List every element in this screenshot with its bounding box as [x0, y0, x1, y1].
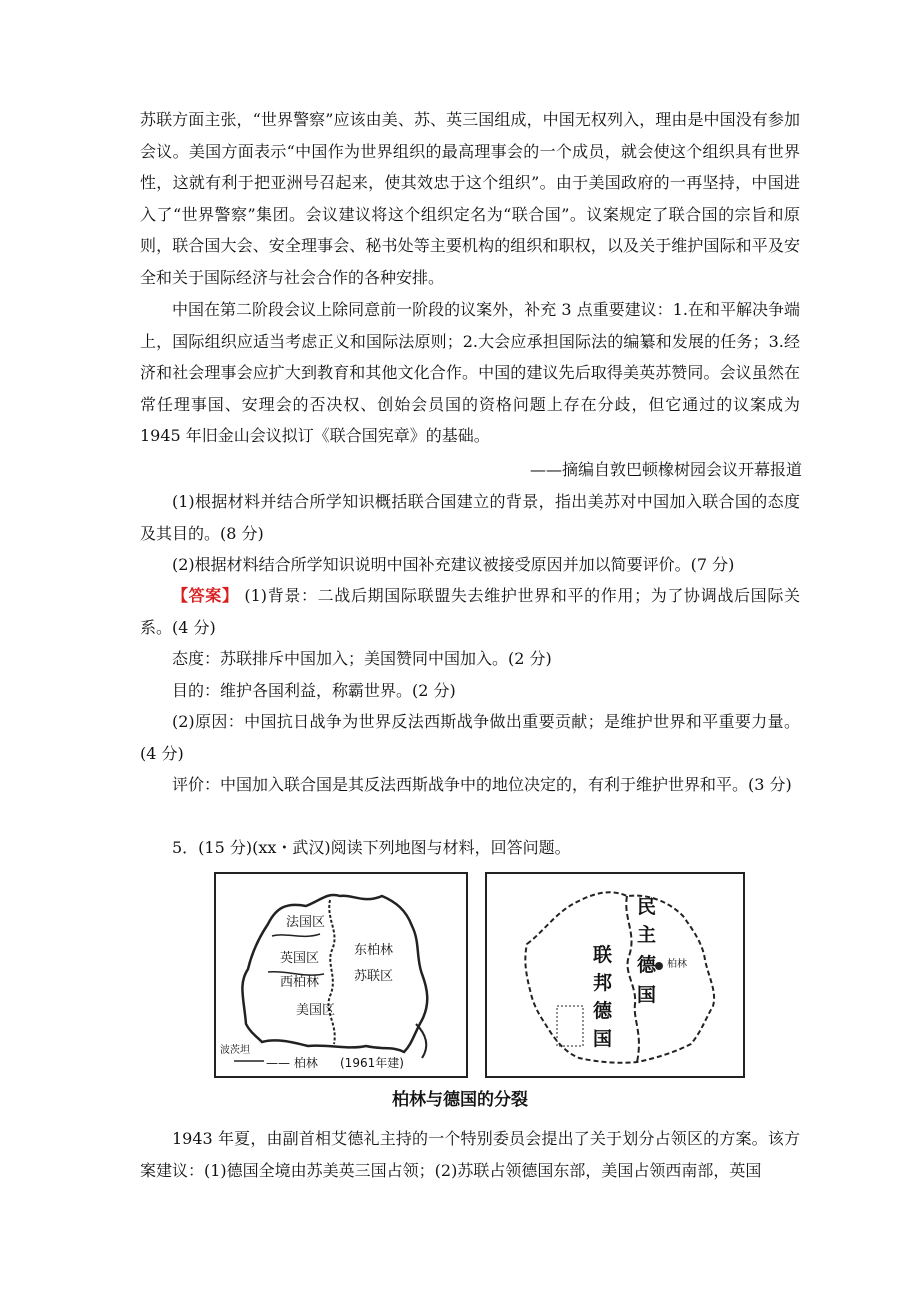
question-2: (2)根据材料结合所学知识说明中国补充建议被接受原因并加以简要评价。(7 分) [172, 555, 735, 574]
answer-tag: 【答案】 [172, 586, 239, 605]
germany-map-drawing [487, 874, 743, 1076]
question-5: 5．(15 分)(xx・武汉)阅读下列地图与材料，回答问题。 [172, 838, 571, 857]
material-paragraph-2: 中国在第二阶段会议上除同意前一阶段的议案外，补充 3 点重要建议：1.在和平解决争端上，国际组织应适当考虑正义和国际法原则；2.大会应承担国际法的编纂和发展的任务；3.经济和社会理事会应扩大到教育和其他文化合作。中国的建议先后取得美英苏赞同。会议虽然在常任理事国、安理会的否决权、创始会员国的资格问题上存在分歧，但它通过的议案成为 1945 年旧金山会议拟订《联合国宪章》的基础。 [140, 300, 800, 445]
answer-2: (2)原因：中国抗日战争为世界反法西斯战争做出重要贡献；是维护世界和平重要力量。(4 分) [140, 712, 800, 763]
map-label-bang: 邦 [593, 972, 613, 994]
answer-purpose: 目的：维护各国利益，称霸世界。(2 分) [172, 681, 456, 700]
answer-attitude: 态度：苏联排斥中国加入；美国赞同中国加入。(2 分) [172, 649, 552, 668]
germany-map [485, 872, 745, 1078]
map-label-guo-west: 国 [593, 1028, 613, 1050]
map-label-east-berlin: 东柏林 [354, 943, 394, 958]
map-label-potsdam: 波茨坦 [220, 1045, 250, 1056]
figure-caption: 柏林与德国的分裂 [392, 1090, 528, 1110]
map-label-guo-east: 国 [637, 984, 657, 1006]
material-paragraph-1: 苏联方面主张，“世界警察”应该由美、苏、英三国组成，中国无权列入，理由是中国没有参加会议。美国方面表示“中国作为世界组织的最高理事会的一个成员，就会使这个组织具有世界性，这就有利于把亚洲号召起来，使其效忠于这个组织”。由于美国政府的一再坚持，中国进入了“世界警察”集团。会议建议将这个组织定名为“联合国”。议案规定了联合国的宗旨和原则，联合国大会、安全理事会、秘书处等主要机构的组织和职权，以及关于维护国际和平及安全和关于国际经济与社会合作的各种安排。 [140, 110, 800, 287]
map-legend-berlin: —— 柏林 [266, 1056, 318, 1070]
map-label-zhu: 主 [637, 924, 657, 946]
map-label-lian: 联 [593, 944, 613, 966]
map-label-min: 民 [637, 896, 657, 918]
berlin-map-drawing [216, 874, 466, 1076]
map-label-soviet-zone: 苏联区 [354, 969, 394, 984]
map-label-west-berlin: 西柏林 [280, 975, 320, 990]
map-label-de-west: 德 [593, 1000, 613, 1022]
berlin-map [214, 872, 468, 1078]
map-legend-year: (1961年建) [340, 1056, 404, 1070]
map-label-american-zone: 美国区 [296, 1003, 336, 1018]
map-label-berlin: 柏林 [667, 959, 687, 970]
material-paragraph-3: 1943 年夏，由副首相艾德礼主持的一个特别委员会提出了关于划分占领区的方案。该方案建议：(1)德国全境由苏美英三国占领；(2)苏联占领德国东部，美国占领西南部，英国 [140, 1129, 800, 1180]
map-label-british-zone: 英国区 [280, 951, 320, 966]
source-citation: ——摘编自敦巴顿橡树园会议开幕报道 [529, 460, 802, 479]
answer-evaluation: 评价：中国加入联合国是其反法西斯战争中的地位决定的，有利于维护世界和平。(3 分) [172, 775, 792, 794]
map-label-de-east: 德 [637, 954, 657, 976]
question-1: (1)根据材料并结合所学知识概括联合国建立的背景，指出美苏对中国加入联合国的态度及其目的。(8 分) [140, 492, 800, 543]
answer-1 [140, 580, 800, 643]
answer-1-text: (1)背景：二战后期国际联盟失去维护世界和平的作用；为了协调战后国际关系。(4 分) [140, 586, 800, 637]
map-label-french-zone: 法国区 [286, 915, 326, 930]
